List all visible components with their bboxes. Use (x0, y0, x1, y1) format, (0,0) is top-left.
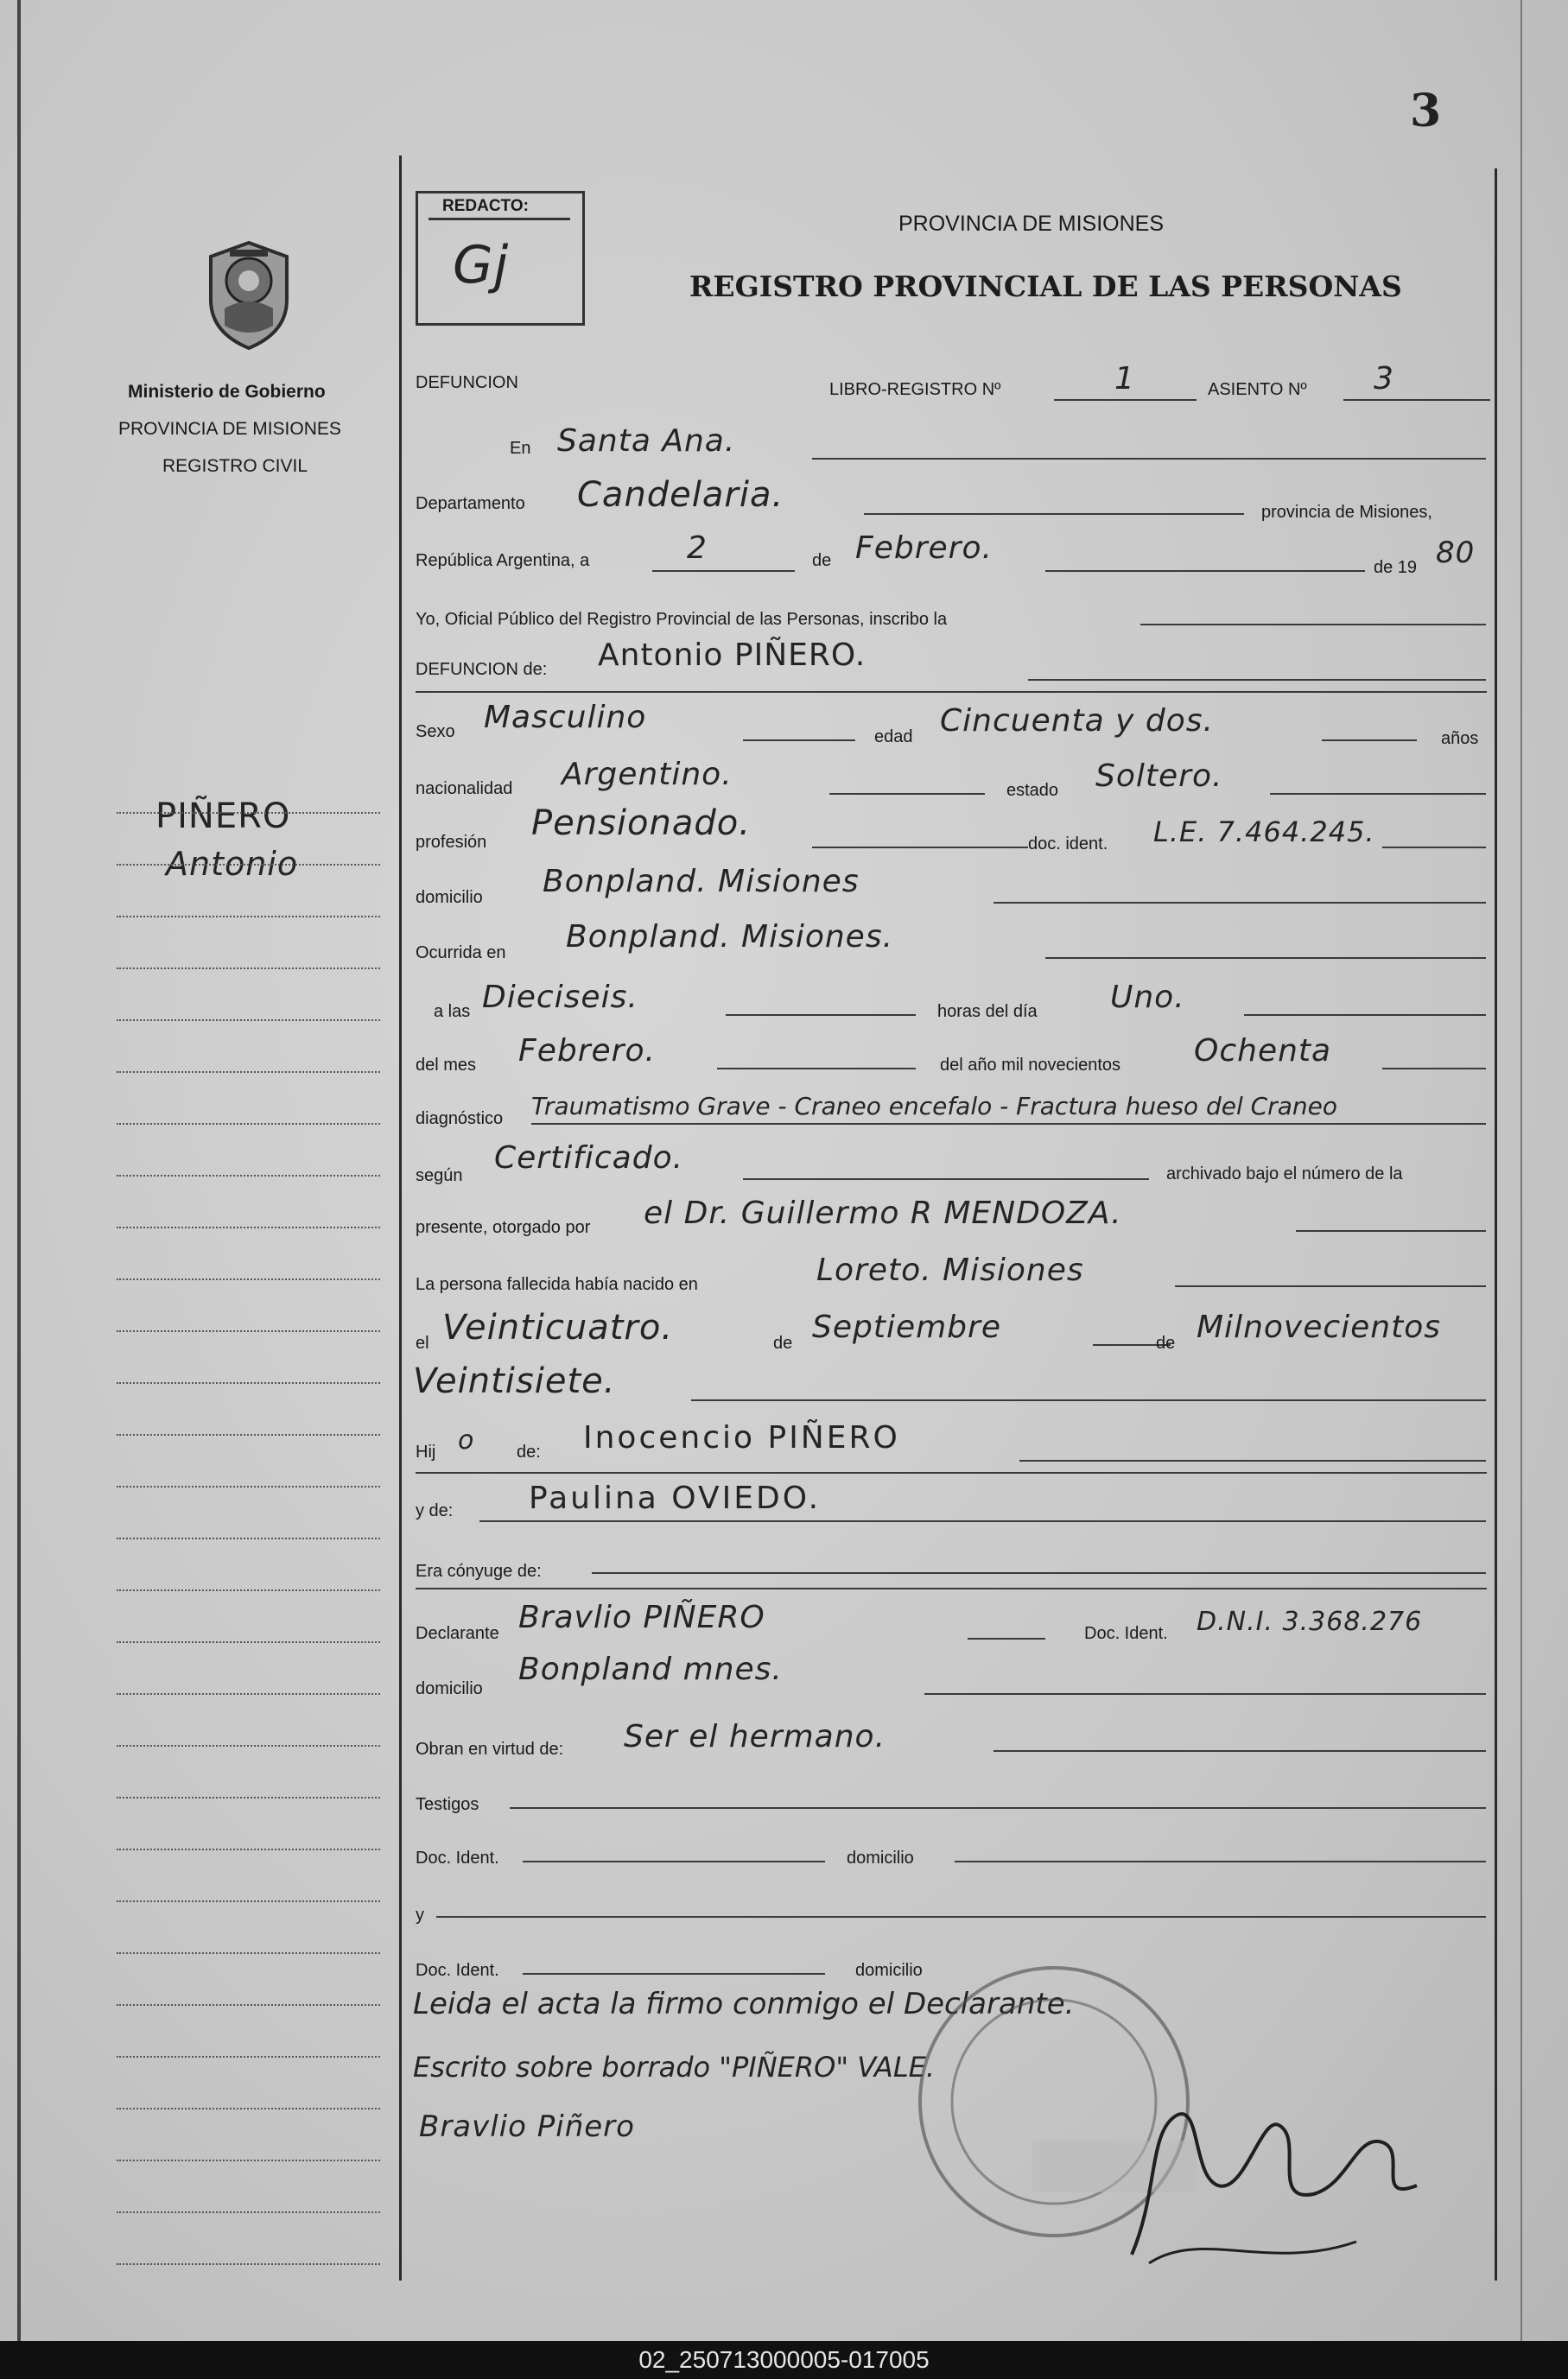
horas-value: Uno. (1110, 980, 1185, 1015)
hijo-de-label: de: (517, 1443, 541, 1462)
doc-ident-value: L.E. 7.464.245. (1153, 815, 1375, 848)
decl-domicilio-value: Bonpland mnes. (518, 1652, 783, 1687)
registry-heading: REGISTRO PROVINCIAL DE LAS PERSONAS (689, 270, 1402, 303)
document-id-footer: 02_250713000005-017005 (0, 2341, 1568, 2379)
doc-ident-label-3: Doc. Ident. (416, 1961, 499, 1980)
ministry-name: Ministerio de Gobierno (128, 382, 326, 402)
margin-ruled-line (117, 1019, 380, 1021)
departamento-value: Candelaria. (577, 475, 784, 515)
declarant-signature: Bravlio Piñero (419, 2109, 635, 2144)
decl-domicilio-label: domicilio (416, 1679, 483, 1698)
deceased-name: Antonio PIÑERO. (598, 638, 867, 673)
asiento-label: ASIENTO Nº (1208, 380, 1307, 399)
del-mes-value: Febrero. (518, 1033, 656, 1069)
del-anio-value: Ochenta (1194, 1033, 1332, 1069)
mes-value: Febrero. (855, 530, 993, 566)
margin-ruled-line (117, 1952, 380, 1954)
hijo-label: Hij (416, 1443, 436, 1462)
departamento-label: Departamento (416, 494, 525, 513)
obran-label: Obran en virtud de: (416, 1740, 564, 1759)
margin-ruled-line (117, 1745, 380, 1747)
domicilio-value: Bonpland. Misiones (543, 864, 860, 899)
el-value: Veinticuatro. (442, 1308, 674, 1348)
redacto-label: REDACTO: (442, 197, 529, 215)
doc-ident-label-2: Doc. Ident. (416, 1849, 499, 1868)
margin-ruled-line (117, 1382, 380, 1384)
closing-text-2: Escrito sobre borrado "PIÑERO" VALE. (413, 2051, 936, 2084)
margin-ruled-line (117, 864, 380, 866)
hijo-letter: o (458, 1425, 475, 1456)
dia-value: 2 (687, 530, 708, 566)
republica-label: República Argentina, a (416, 551, 590, 570)
anio-label: de 19 (1374, 558, 1418, 577)
anio-value: 80 (1436, 536, 1476, 570)
margin-ruled-line (117, 2211, 380, 2213)
nacionalidad-label: nacionalidad (416, 779, 513, 798)
defuncion-de-label: DEFUNCION de: (416, 660, 548, 679)
en-value: Santa Ana. (557, 423, 736, 459)
provincia-label: provincia de Misiones, (1261, 503, 1432, 522)
page-number: 3 (1410, 85, 1442, 137)
closing-text-1: Leida el acta la firmo conmigo el Declarante. (413, 1987, 1075, 2021)
margin-ruled-line (117, 1797, 380, 1799)
horas-label: horas del día (937, 1002, 1038, 1021)
en-label: En (510, 439, 531, 458)
margin-ruled-line (117, 812, 380, 814)
presente-value: el Dr. Guillermo R MENDOZA. (644, 1196, 1122, 1231)
segun-value: Certificado. (494, 1140, 684, 1176)
margin-ruled-line (117, 1849, 380, 1850)
margin-ruled-line (117, 2056, 380, 2058)
margin-ruled-line (117, 1175, 380, 1177)
margin-ruled-line (117, 1589, 380, 1591)
del-anio-label: del año mil novecientos (940, 1056, 1121, 1075)
form-right-border (1495, 168, 1497, 2281)
de-label-2: de (773, 1334, 793, 1353)
decl-doc-label: Doc. Ident. (1084, 1624, 1168, 1643)
ocurrida-value: Bonpland. Misiones. (566, 919, 894, 955)
doc-ident-label: doc. ident. (1028, 834, 1108, 853)
libro-registro-label: LIBRO-REGISTRO Nº (829, 380, 1001, 399)
declarante-value: Bravlio PIÑERO (518, 1600, 765, 1635)
official-signature (1097, 2056, 1443, 2281)
estado-label: estado (1006, 781, 1059, 800)
margin-ruled-line (117, 1538, 380, 1539)
segun-label: según (416, 1166, 463, 1185)
obran-value: Ser el hermano. (624, 1719, 886, 1754)
presente-label: presente, otorgado por (416, 1218, 591, 1237)
margin-ruled-line (117, 2108, 380, 2109)
oficial-text: Yo, Oficial Público del Registro Provincial de las Personas, inscribo la (416, 610, 948, 629)
defuncion-label: DEFUNCION (416, 373, 518, 392)
asiento-value: 3 (1374, 361, 1394, 396)
margin-ruled-line (117, 1900, 380, 1902)
a-las-value: Dieciseis. (482, 980, 638, 1015)
archivado-label: archivado bajo el número de la (1166, 1164, 1403, 1183)
del-mes-label: del mes (416, 1056, 477, 1075)
margin-surname: PIÑERO (156, 796, 291, 836)
diagnostico-label: diagnóstico (416, 1109, 504, 1128)
margin-ruled-line (117, 1486, 380, 1488)
testigos-label: Testigos (416, 1795, 479, 1814)
anios-label: años (1441, 729, 1479, 748)
ministry-registro-civil: REGISTRO CIVIL (162, 456, 308, 476)
de-label-3: de (1156, 1334, 1176, 1353)
margin-ruled-line (117, 1693, 380, 1695)
edad-value: Cincuenta y dos. (940, 703, 1214, 739)
margin-ruled-line (117, 967, 380, 969)
profesion-label: profesión (416, 833, 487, 852)
margin-ruled-line (117, 1641, 380, 1643)
father-name: Inocencio PIÑERO (583, 1420, 900, 1456)
declarante-label: Declarante (416, 1624, 499, 1643)
decl-doc-value: D.N.I. 3.368.276 (1197, 1607, 1423, 1637)
redacto-initials: Gj (453, 235, 510, 295)
margin-ruled-line (117, 2004, 380, 2006)
ocurrida-label: Ocurrida en (416, 943, 506, 962)
y-label: y (416, 1906, 424, 1925)
redacto-box (416, 191, 585, 326)
margin-ruled-line (117, 2160, 380, 2161)
margin-ruled-line (117, 1071, 380, 1073)
margin-ruled-line (117, 1123, 380, 1125)
margin-ruled-line (117, 2263, 380, 2265)
veintisiete-value: Veintisiete. (413, 1361, 616, 1401)
y-de-label: y de: (416, 1501, 454, 1520)
libro-registro-value: 1 (1114, 361, 1135, 396)
edad-label: edad (874, 727, 913, 746)
conyuge-label: Era cónyuge de: (416, 1562, 542, 1581)
profesion-value: Pensionado. (531, 803, 751, 843)
nacido-label: La persona fallecida había nacido en (416, 1275, 698, 1294)
domicilio-label: domicilio (416, 888, 483, 907)
margin-ruled-line (117, 1330, 380, 1332)
septiembre-value: Septiembre (812, 1310, 1001, 1345)
margin-given-name: Antonio (166, 845, 299, 883)
margin-ruled-line (117, 916, 380, 917)
form-left-border (399, 155, 402, 2281)
margin-ruled-line (117, 1278, 380, 1280)
mil-value: Milnovecientos (1197, 1310, 1442, 1345)
mother-name: Paulina OVIEDO. (529, 1481, 822, 1516)
page-edge (1520, 0, 1522, 2341)
domicilio-label-3: domicilio (855, 1961, 923, 1980)
sexo-value: Masculino (484, 700, 647, 735)
domicilio-label-2: domicilio (847, 1849, 914, 1868)
sexo-label: Sexo (416, 722, 455, 741)
margin-ruled-line (117, 1227, 380, 1228)
coat-of-arms-seal (200, 238, 297, 354)
nacionalidad-value: Argentino. (562, 757, 733, 792)
de-label: de (812, 551, 832, 570)
binding-edge (17, 0, 21, 2341)
margin-ruled-line (117, 1434, 380, 1436)
province-heading: PROVINCIA DE MISIONES (898, 212, 1165, 236)
el-label: el (416, 1334, 429, 1353)
estado-value: Soltero. (1095, 758, 1223, 794)
diagnostico-value: Traumatismo Grave - Craneo encefalo - Fractura hueso del Craneo (531, 1092, 1337, 1120)
ministry-province: PROVINCIA DE MISIONES (118, 419, 341, 439)
nacido-value: Loreto. Misiones (816, 1253, 1084, 1288)
a-las-label: a las (434, 1002, 471, 1021)
